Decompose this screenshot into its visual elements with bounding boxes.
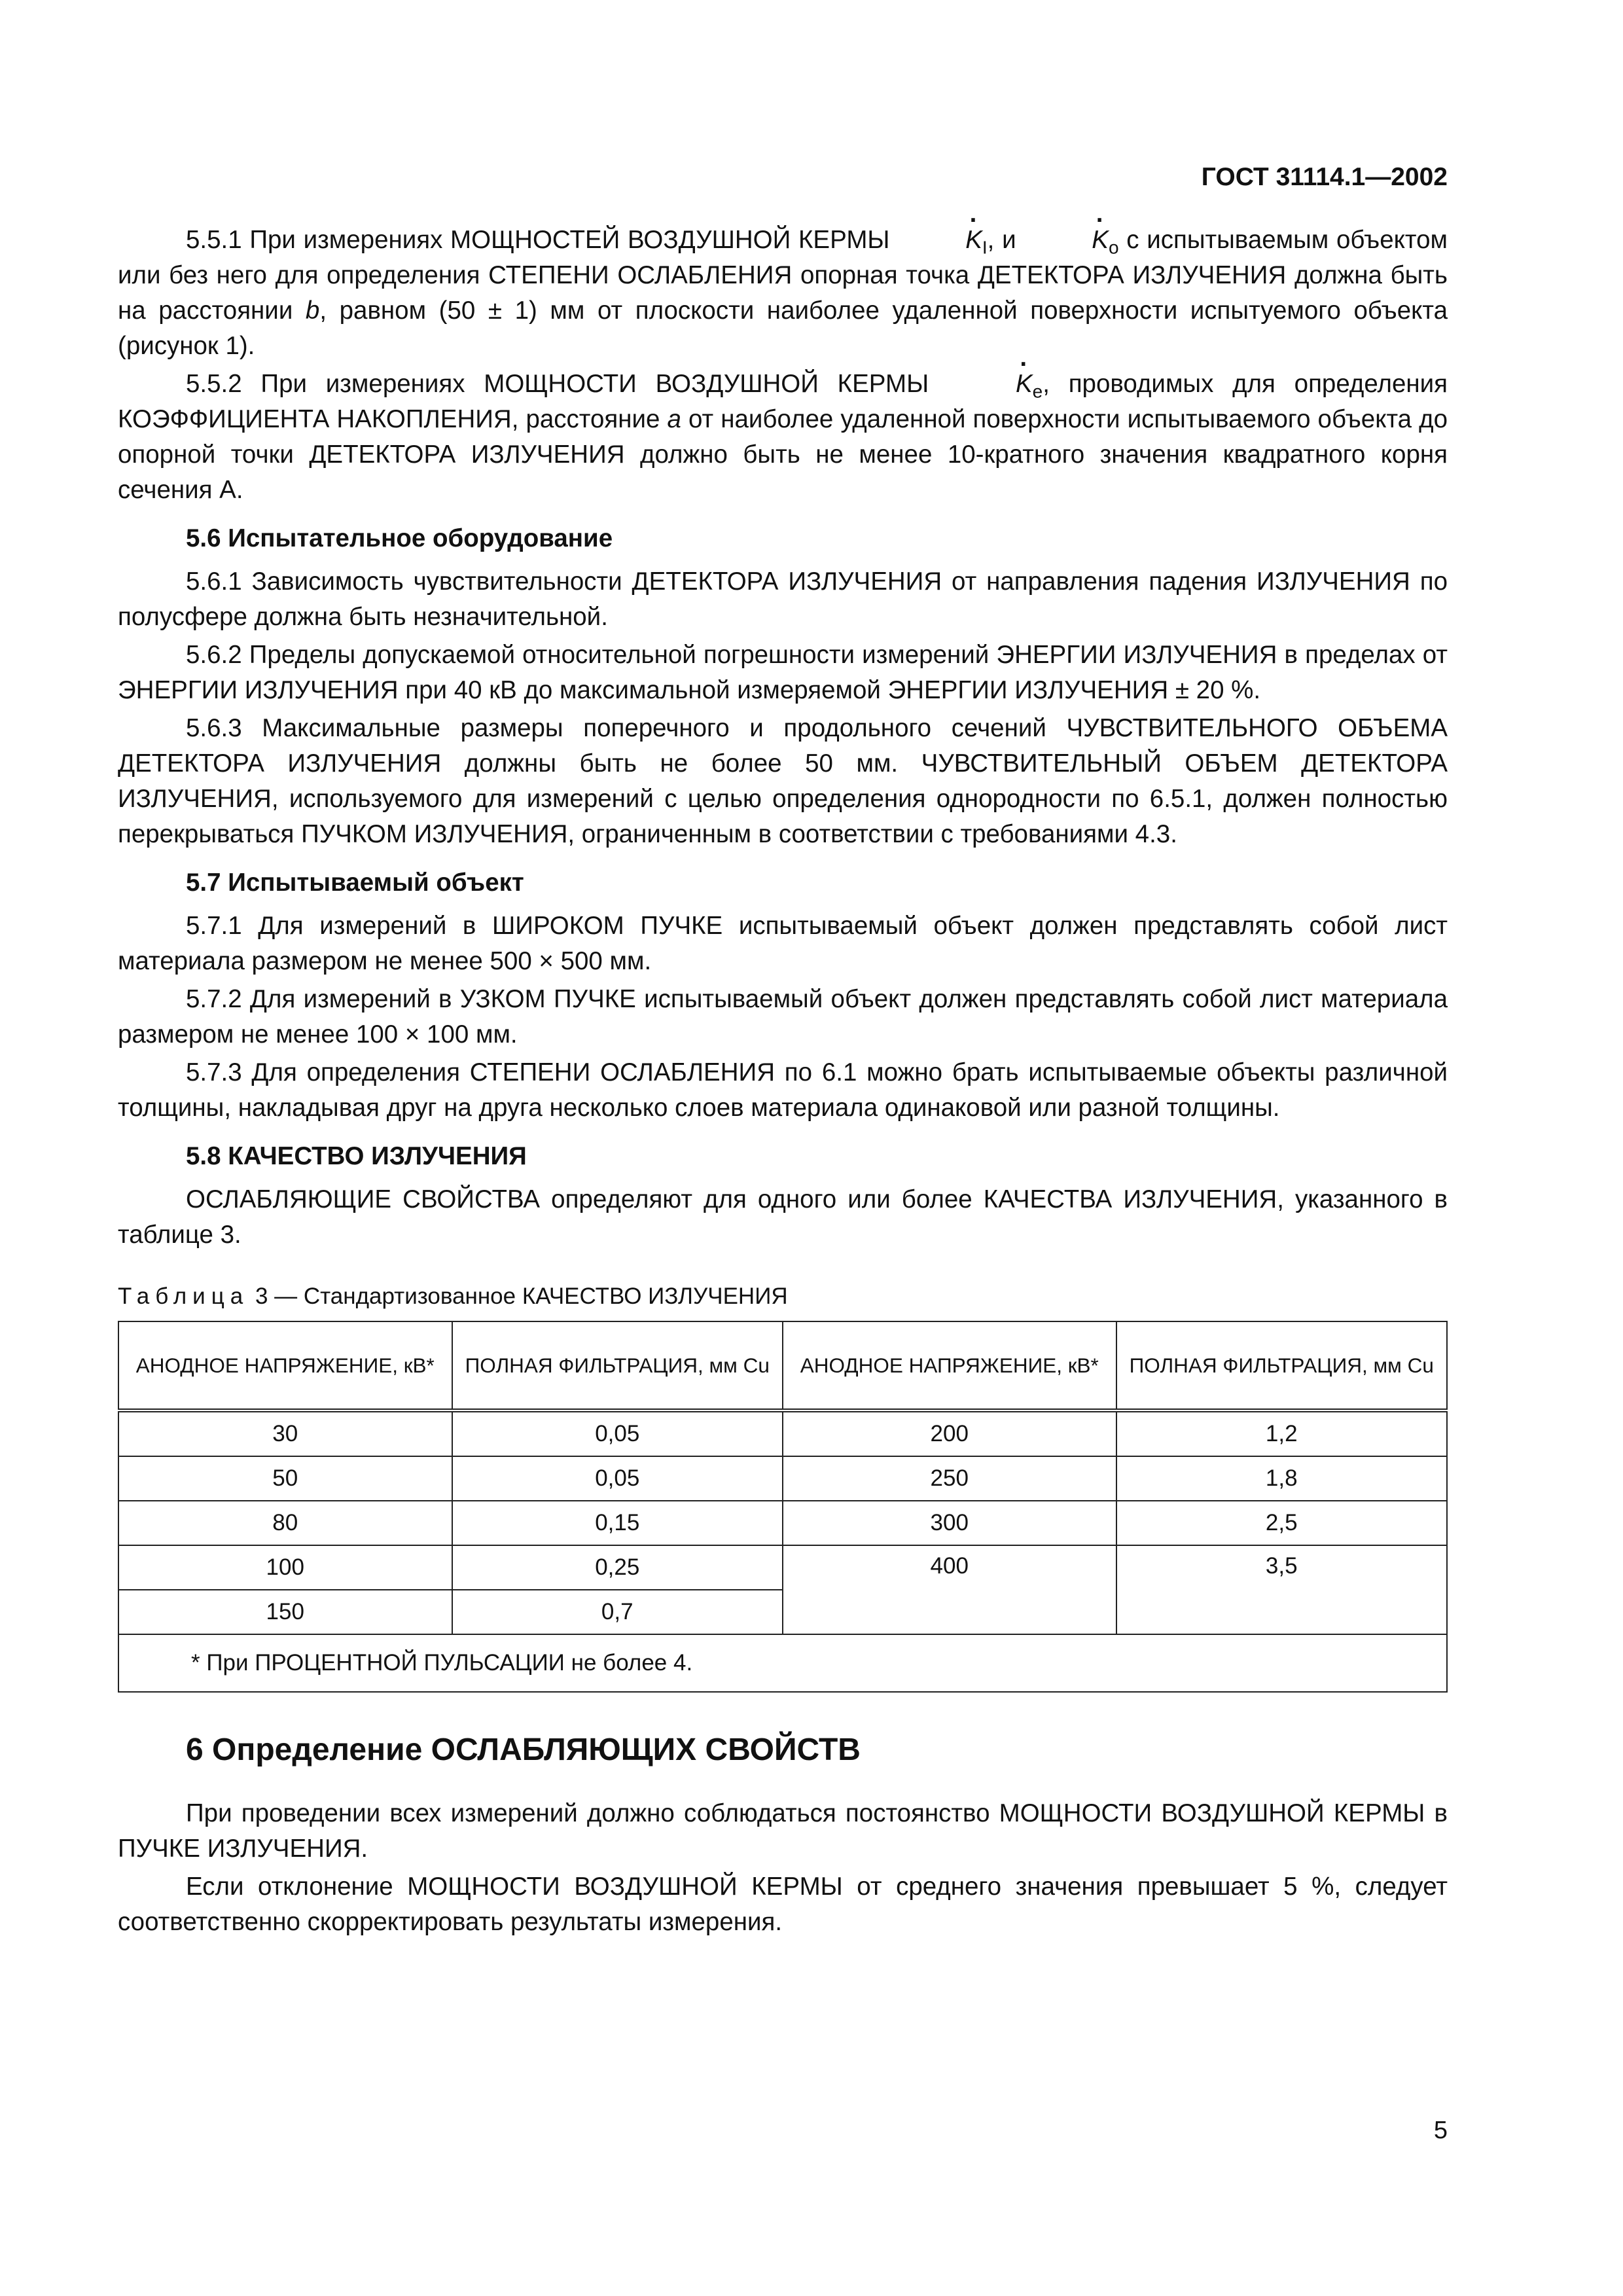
column-header: АНОДНОЕ НАПРЯЖЕНИЕ, кВ* xyxy=(783,1321,1116,1410)
column-header: АНОДНОЕ НАПРЯЖЕНИЕ, кВ* xyxy=(118,1321,452,1410)
table-cell: 30 xyxy=(118,1410,452,1456)
subsection-heading-5-7: 5.7 Испытываемый объект xyxy=(186,869,524,897)
paragraph-5-5-1: 5.5.1 При измерениях МОЩНОСТЕЙ ВОЗДУШНОЙ КЕРМЫ · $K_I$, $и \cdot K_o$ с испытываемым объектом или без него для определения СТЕПЕНИ ОСЛАБЛЕНИЯ опорная точка ДЕТЕКТОРА ИЗЛУЧЕНИЯ должна быть на расстоянии b, равном (50 ± 1) мм от плоскости наиболее удаленной поверхности испытуемого объекта (рисунок 1). xyxy=(118,223,1448,364)
table-cell: 400 xyxy=(783,1545,1116,1634)
table-cell: 3,5 xyxy=(1116,1545,1448,1634)
page-body xyxy=(118,223,1448,1943)
kerma-rate-symbol: · K xyxy=(948,367,1033,402)
kerma-rate-symbol: · K xyxy=(897,223,982,258)
table-row xyxy=(118,1410,1447,1456)
paragraph-5-6-1: 5.6.1 Зависимость чувствительности ДЕТЕКТОРА ИЗЛУЧЕНИЯ от направления падения ИЗЛУЧЕНИЯ по полусфере должна быть незначительной. xyxy=(118,567,1448,631)
paragraph-5-7-3: 5.7.3 Для определения СТЕПЕНИ ОСЛАБЛЕНИЯ по 6.1 можно брать испытываемые объекты различной толщины, накладывая друг на друга несколько слоев материала одинаковой или разной толщины. xyxy=(118,1058,1448,1122)
table-row xyxy=(118,1456,1447,1501)
table-cell: 250 xyxy=(783,1456,1116,1501)
paragraph-6-intro: При проведении всех измерений должно соблюдаться постоянство МОЩНОСТИ ВОЗДУШНОЙ КЕРМЫ в ПУЧКЕ ИЗЛУЧЕНИЯ. xyxy=(118,1799,1448,1863)
table-cell: 2,5 xyxy=(1116,1501,1448,1545)
paragraph-6-deviation: Если отклонение МОЩНОСТИ ВОЗДУШНОЙ КЕРМЫ от среднего значения превышает 5 %, следует соответственно скорректировать результаты измерения. xyxy=(118,1873,1448,1936)
table-footnote-row xyxy=(118,1634,1447,1692)
table-footnote: * При ПРОЦЕНТНОЙ ПУЛЬСАЦИИ не более 4. xyxy=(118,1634,1447,1692)
paragraph-5-7-2: 5.7.2 Для измерений в УЗКОМ ПУЧКЕ испытываемый объект должен представлять собой лист материала размером не менее 100 × 100 мм. xyxy=(118,985,1448,1049)
column-header: ПОЛНАЯ ФИЛЬТРАЦИЯ, мм Cu xyxy=(452,1321,783,1410)
table-cell: 80 xyxy=(118,1501,452,1545)
table-cell: 0,05 xyxy=(452,1456,783,1501)
table-cell: 1,8 xyxy=(1116,1456,1448,1501)
subsection-heading-5-8: 5.8 КАЧЕСТВО ИЗЛУЧЕНИЯ xyxy=(186,1142,527,1170)
table-caption: Таблица 3 — Стандартизованное КАЧЕСТВО ИЗЛУЧЕНИЯ xyxy=(118,1283,788,1309)
table-cell: 0,25 xyxy=(452,1545,783,1590)
paragraph-5-6-2: 5.6.2 Пределы допускаемой относительной погрешности измерений ЭНЕРГИИ ИЗЛУЧЕНИЯ в пределах от ЭНЕРГИИ ИЗЛУЧЕНИЯ при 40 кВ до максимальной измеряемой ЭНЕРГИИ ИЗЛУЧЕНИЯ ± 20 %. xyxy=(118,641,1448,704)
table-cell: 300 xyxy=(783,1501,1116,1545)
radiation-quality-table xyxy=(118,1321,1448,1693)
section-heading-6: 6 Определение ОСЛАБЛЯЮЩИХ СВОЙСТВ xyxy=(186,1732,861,1767)
paragraph-5-8: ОСЛАБЛЯЮЩИЕ СВОЙСТВА определяют для одного или более КАЧЕСТВА ИЗЛУЧЕНИЯ, указанного в таблице 3. xyxy=(118,1185,1448,1249)
table-row xyxy=(118,1545,1447,1590)
paragraph-5-6-3: 5.6.3 Максимальные размеры поперечного и продольного сечений ЧУВСТВИТЕЛЬНОГО ОБЪЕМА ДЕТЕКТОРА ИЗЛУЧЕНИЯ должны быть не более 50 мм. ЧУВСТВИТЕЛЬНЫЙ ОБЪЕМ ДЕТЕКТОРА ИЗЛУЧЕНИЯ, используемого для измерений с целью определения однородности по 6.5.1, должен полностью перекрываться ПУЧКОМ ИЗЛУЧЕНИЯ, ограниченным в соответствии с требованиями 4.3. xyxy=(118,714,1448,848)
paragraph-5-7-1: 5.7.1 Для измерений в ШИРОКОМ ПУЧКЕ испытываемый объект должен представлять собой лист материала размером не менее 500 × 500 мм. xyxy=(118,912,1448,975)
table-cell: 1,2 xyxy=(1116,1410,1448,1456)
page-number: 5 xyxy=(1433,2117,1448,2144)
paragraph-5-5-2: 5.5.2 При измерениях МОЩНОСТИ ВОЗДУШНОЙ КЕРМЫ · $K_e$, проводимых для определения КОЭФФИЦИЕНТА НАКОПЛЕНИЯ, расстояние a от наиболее удаленной поверхности испытываемого объекта до опорной точки ДЕТЕКТОРА ИЗЛУЧЕНИЯ должно быть не менее 10-кратного значения квадратного корня сечения А. xyxy=(118,367,1448,508)
table-cell: 0,7 xyxy=(452,1590,783,1634)
table-cell: 0,15 xyxy=(452,1501,783,1545)
table-cell: 150 xyxy=(118,1590,452,1634)
table-cell: 0,05 xyxy=(452,1410,783,1456)
table-header-row xyxy=(118,1321,1447,1410)
standard-designation: ГОСТ 31114.1—2002 xyxy=(1201,163,1448,191)
table-cell: 50 xyxy=(118,1456,452,1501)
column-header: ПОЛНАЯ ФИЛЬТРАЦИЯ, мм Cu xyxy=(1116,1321,1448,1410)
table-row xyxy=(118,1501,1447,1545)
subsection-heading-5-6: 5.6 Испытательное оборудование xyxy=(186,524,613,552)
kerma-rate-symbol: · K xyxy=(1024,223,1109,258)
table-cell: 200 xyxy=(783,1410,1116,1456)
table-cell: 100 xyxy=(118,1545,452,1590)
